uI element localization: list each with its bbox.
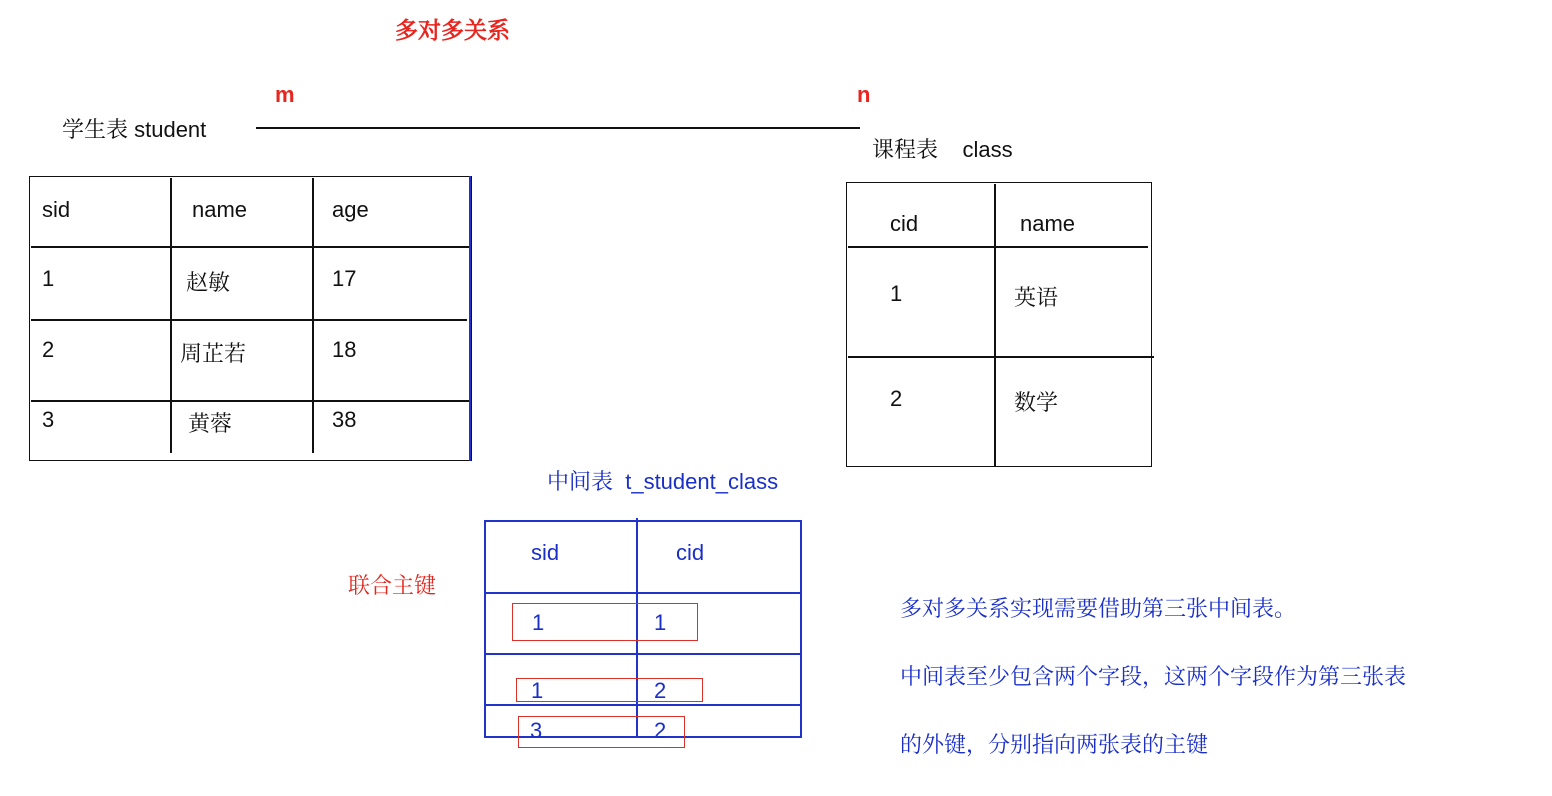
student-row-divider [31, 400, 469, 402]
student-col-divider [170, 178, 172, 453]
student-header-sid: sid [42, 197, 71, 222]
student-table-label: 学生表 student [62, 117, 207, 142]
student-cell: 周芷若 [180, 341, 247, 366]
student-row-divider [31, 319, 467, 321]
class-row-divider [848, 356, 1154, 358]
middle-row-divider [484, 704, 802, 706]
class-cell: 1 [890, 281, 903, 306]
student-cell: 2 [42, 337, 55, 362]
student-cell: 17 [332, 266, 357, 291]
middle-cell: 1 [531, 678, 544, 703]
class-cell: 2 [890, 386, 903, 411]
student-cell: 3 [42, 407, 55, 432]
class-cell: 英语 [1014, 285, 1059, 310]
student-cell: 黄蓉 [188, 411, 233, 436]
student-header-name: name [192, 197, 248, 222]
student-header-age: age [332, 197, 369, 222]
student-right-edge [469, 176, 471, 461]
class-header-name: name [1020, 211, 1076, 236]
student-cell: 1 [42, 266, 55, 291]
student-header-divider [31, 246, 469, 248]
explanation-note [900, 558, 1406, 796]
middle-top-edge [484, 520, 802, 522]
student-cell: 赵敏 [186, 270, 231, 295]
student-cell: 38 [332, 407, 357, 432]
composite-key-label: 联合主键 [348, 573, 437, 598]
student-cell: 18 [332, 337, 357, 362]
note-line: 的外键，分别指向两张表的主键 [900, 732, 1209, 757]
note-line: 多对多关系实现需要借助第三张中间表。 [900, 596, 1297, 621]
class-cell: 数学 [1014, 390, 1059, 415]
right-multiplicity: n [857, 82, 871, 107]
middle-header-sid: sid [531, 540, 560, 565]
left-multiplicity: m [275, 82, 295, 107]
class-col-divider [994, 184, 996, 467]
middle-cell: 2 [654, 678, 667, 703]
student-col-divider [312, 178, 314, 453]
middle-header-divider [484, 592, 802, 594]
diagram-title: 多对多关系 [395, 17, 510, 43]
middle-cell: 1 [532, 610, 545, 635]
middle-cell: 2 [654, 718, 667, 743]
note-line: 中间表至少包含两个字段，这两个字段作为第三张表 [900, 664, 1407, 689]
middle-header-cid: cid [676, 540, 705, 565]
middle-cell: 1 [654, 610, 667, 635]
class-header-divider [848, 246, 1148, 248]
class-table-label: 课程表 class [872, 137, 1013, 162]
composite-key-box [516, 678, 703, 702]
relationship-line [256, 127, 860, 129]
middle-table-label: 中间表 t_student_class [547, 469, 779, 494]
middle-row-divider [484, 653, 802, 655]
class-header-cid: cid [890, 211, 919, 236]
middle-cell: 3 [530, 718, 543, 743]
